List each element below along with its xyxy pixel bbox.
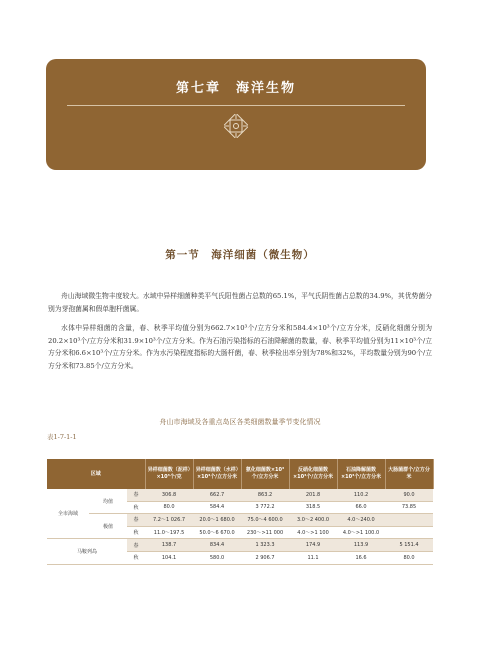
value-cell: 1 323.3 [241,539,289,552]
value-cell: 201.8 [289,489,337,501]
value-cell: 3 772.2 [241,501,289,514]
paragraph-1: 舟山海域微生物丰度较大。水域中异样细菌种类平气氏阳性菌占总数的65.1%，平气氏阴性菌占总数的34.9%，其优势菌分别为芽孢菌属和假单胞杆菌属。 [48,292,432,313]
value-cell: 230～>11 000 [241,526,289,539]
value-cell [385,526,433,539]
region-range-cell: 极值 [89,514,127,539]
value-cell: 16.6 [337,551,385,564]
region-mean-cell: 均值 [89,489,127,514]
value-cell: 75.0～4 600.0 [241,514,289,527]
value-cell: 73.85 [385,501,433,514]
season-cell: 秋 [127,551,145,564]
season-cell: 春 [127,489,145,501]
ornament-icon [224,114,248,138]
value-cell: 662.7 [193,489,241,501]
table-number: 表1-7-1-1 [47,433,77,441]
value-cell: 66.0 [337,501,385,514]
value-cell: 4.0～>1 100.0 [337,526,385,539]
table-row [47,539,433,552]
paragraph-2: 水体中异样细菌的含量，春、秋季平均值分别为662.7×10³个/立方分米和584.4×10³个/立方分米，反硝化细菌分别为20.2×10³个/立方分米和31.9×10³个/立方分米。作为石油污染指标的石油降解菌的数量，春、秋季平均值分别为11×10³个/立方分米和6.6×10³个/立方分米。作为水污染程度指标的大肠杆菌，春、秋季检出率分别为78%和32%，平均数量分别为90个/立方分米和73.85个/立方分米。 [48,324,432,370]
value-cell: 584.4 [193,501,241,514]
value-cell: 138.7 [145,539,193,552]
header-region: 区域 [47,459,145,489]
value-cell: 3.0～2 400.0 [289,514,337,527]
value-cell: 11.1 [289,551,337,564]
region-all-cell: 全市海域 [47,489,89,539]
value-cell: 11.0～197.5 [145,526,193,539]
value-cell: 4.0～240.0 [337,514,385,527]
header-col-6: 大肠菌群个/立方分米 [385,459,433,489]
table-row [47,489,433,501]
value-cell: 20.0～1 680.0 [193,514,241,527]
table-caption: 舟山市海域及各重点岛区各类细菌数量季节变化情况 [159,418,321,426]
header-col-1: 异样细菌数（泥样）×10³个/克 [145,459,193,489]
value-cell: 863.2 [241,489,289,501]
chapter-title: 第七章 海洋生物 [175,81,296,96]
value-cell: 580.0 [193,551,241,564]
value-cell: 7.2～1 026.7 [145,514,193,527]
value-cell: 318.5 [289,501,337,514]
header-col-3: 氨化细菌数×10³个/立方分米 [241,459,289,489]
season-cell: 春 [127,514,145,527]
value-cell: 174.9 [289,539,337,552]
value-cell: 110.2 [337,489,385,501]
value-cell: 306.8 [145,489,193,501]
season-cell: 秋 [127,501,145,514]
table-row [47,514,433,527]
value-cell: 5 151.4 [385,539,433,552]
value-cell: 4.0～>1 100 [289,526,337,539]
header-col-2: 异样细菌数（水样）×10³个/立方分米 [193,459,241,489]
region-madao-cell: 马鞍列岛 [47,539,127,564]
bacteria-table [47,459,434,565]
value-cell: 80.0 [385,551,433,564]
header-col-5: 石油降解菌数×10³个/立方分米 [337,459,385,489]
value-cell [385,514,433,527]
banner-divider [67,105,405,106]
value-cell: 104.1 [145,551,193,564]
value-cell: 113.9 [337,539,385,552]
value-cell: 834.4 [193,539,241,552]
value-cell: 80.0 [145,501,193,514]
table-header-row [47,459,433,489]
value-cell: 50.0～6 670.0 [193,526,241,539]
value-cell: 90.0 [385,489,433,501]
season-cell: 春 [127,539,145,552]
section-title: 第一节 海洋细菌（微生物） [165,249,315,261]
value-cell: 2 906.7 [241,551,289,564]
chapter-banner [46,59,426,170]
header-col-4: 反硝化细菌数×10³个/立方分米 [289,459,337,489]
season-cell: 秋 [127,526,145,539]
